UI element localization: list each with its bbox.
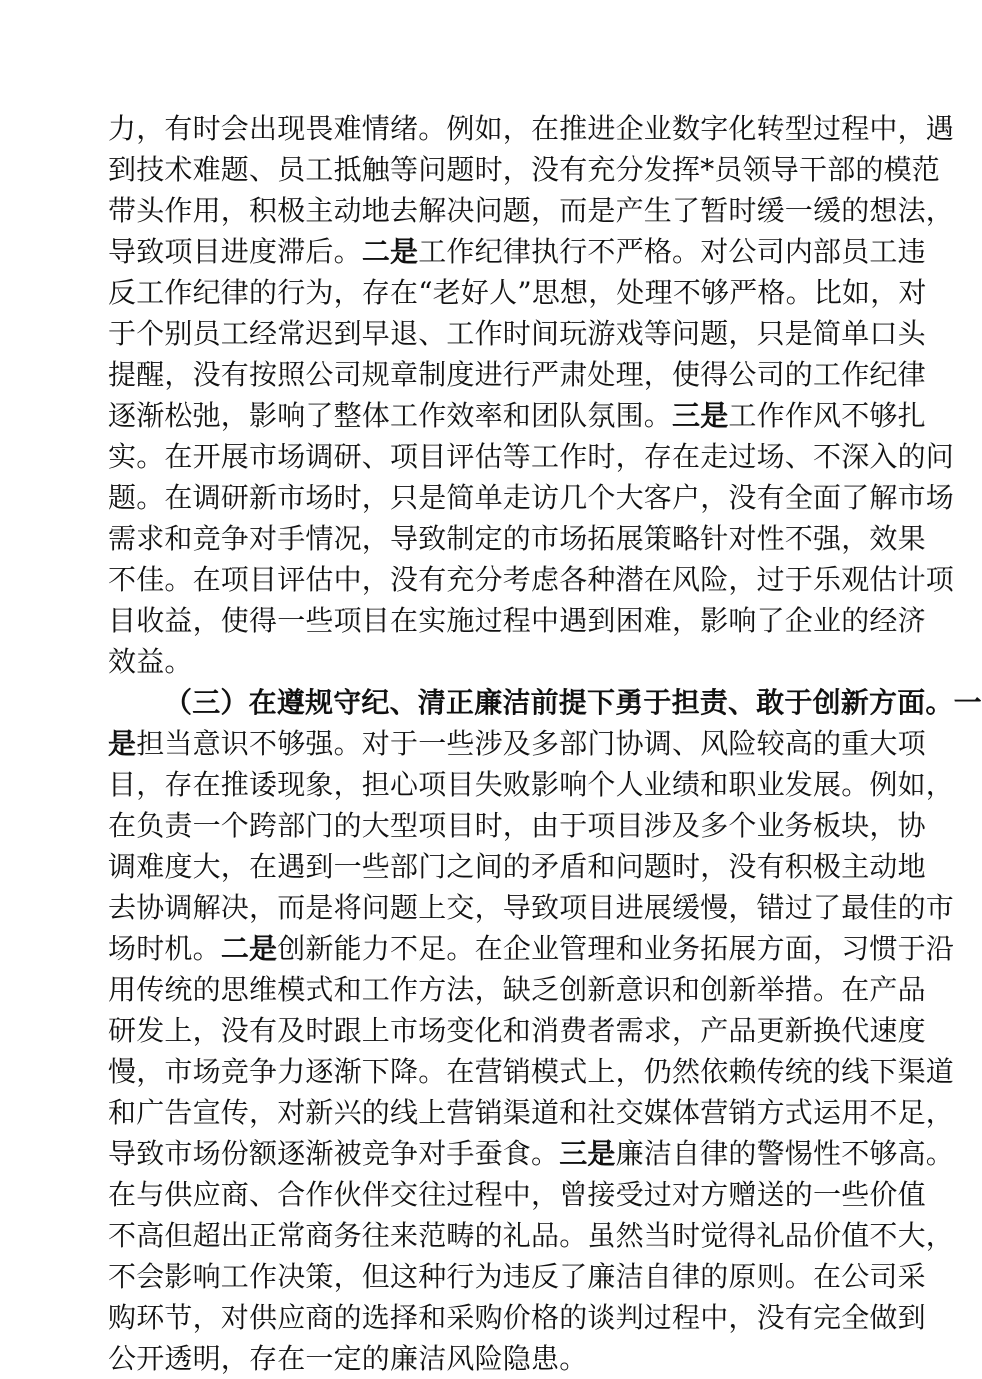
emphasis-label: 二是 [361, 235, 419, 268]
text-run: 创新能力不足。在企业管理和业务拓展方面，习惯于沿 [277, 932, 955, 965]
paragraph-line: 需求和竞争对手情况，导致制定的市场拓展策略针对性不强，效果 [108, 522, 926, 555]
paragraph-line [108, 231, 926, 272]
paragraph-line: 于个别员工经常迟到早退、工作时间玩游戏等问题，只是简单口头 [108, 317, 926, 350]
text-run: 场时机。 [108, 932, 221, 965]
paragraph-line: 研发上，没有及时跟上市场变化和消费者需求，产品更新换代速度 [108, 1014, 926, 1047]
paragraph-line: 目收益，使得一些项目在实施过程中遇到困难，影响了企业的经济 [108, 604, 926, 637]
paragraph-line: 在负责一个跨部门的大型项目时，由于项目涉及多个业务板块，协 [108, 809, 926, 842]
paragraph-line: 用传统的思维模式和工作方法，缺乏创新意识和创新举措。在产品 [108, 973, 926, 1006]
text-run: 工作作风不够扎 [728, 399, 926, 432]
paragraph-line: 不佳。在项目评估中，没有充分考虑各种潜在风险，过于乐观估计项 [108, 563, 955, 596]
paragraph-line: 实。在开展市场调研、项目评估等工作时，存在走过场、不深入的问 [108, 440, 955, 473]
paragraph-line: 在与供应商、合作伙伴交往过程中，曾接受过对方赠送的一些价值 [108, 1178, 926, 1211]
body-text [108, 108, 982, 1379]
paragraph-line: 不会影响工作决策，但这种行为违反了廉洁自律的原则。在公司采 [108, 1260, 926, 1293]
section-heading: （三）在遵规守纪、清正廉洁前提下勇于担责、敢于创新方面。一 [164, 686, 982, 719]
paragraph-line: 效益。 [108, 645, 193, 678]
emphasis-label: 是 [108, 727, 137, 760]
paragraph-line: 和广告宣传，对新兴的线上营销渠道和社交媒体营销方式运用不足， [108, 1096, 955, 1129]
paragraph-line: 题。在调研新市场时，只是简单走访几个大客户，没有全面了解市场 [108, 481, 955, 514]
paragraph-line: 不高但超出正常商务往来范畴的礼品。虽然当时觉得礼品价值不大， [108, 1219, 955, 1252]
paragraph-line: 慢，市场竞争力逐渐下降。在营销模式上，仍然依赖传统的线下渠道 [108, 1055, 955, 1088]
paragraph-line: 带头作用，积极主动地去解决问题，而是产生了暂时缓一缓的想法， [108, 194, 955, 227]
paragraph-line: 到技术难题、员工抵触等问题时，没有充分发挥*员领导干部的模范 [108, 153, 941, 186]
text-run: 廉洁自律的警惕性不够高。 [615, 1137, 955, 1170]
paragraph-line [108, 723, 926, 764]
paragraph-line: 调难度大，在遇到一些部门之间的矛盾和问题时，没有积极主动地 [108, 850, 926, 883]
paragraph-line: 目，存在推诿现象，担心项目失败影响个人业绩和职业发展。例如， [108, 768, 955, 801]
paragraph-line [108, 928, 955, 969]
paragraph-line: 提醒，没有按照公司规章制度进行严肃处理，使得公司的工作纪律 [108, 358, 926, 391]
paragraph-line [108, 395, 926, 436]
emphasis-label: 三是 [672, 399, 729, 432]
emphasis-label: 三是 [559, 1137, 616, 1170]
text-run: 担当意识不够强。对于一些涉及多部门协调、风险较高的重大项 [136, 727, 926, 760]
text-run: 工作纪律执行不严格。对公司内部员工违 [418, 235, 926, 268]
paragraph-line: 力，有时会出现畏难情绪。例如，在推进企业数字化转型过程中，遇 [108, 112, 955, 145]
text-run: 逐渐松弛，影响了整体工作效率和团队氛围。 [108, 399, 673, 432]
paragraph-line: 公开透明，存在一定的廉洁风险隐患。 [108, 1342, 588, 1375]
paragraph-line: 去协调解决，而是将问题上交，导致项目进展缓慢，错过了最佳的市 [108, 891, 955, 924]
text-run: 导致项目进度滞后。 [108, 235, 362, 268]
paragraph-line: 反工作纪律的行为，存在“老好人”思想，处理不够严格。比如，对 [108, 276, 927, 309]
text-run: 导致市场份额逐渐被竞争对手蚕食。 [108, 1137, 560, 1170]
paragraph-line [108, 1133, 955, 1174]
emphasis-label: 二是 [220, 932, 278, 965]
paragraph-line: 购环节，对供应商的选择和采购价格的谈判过程中，没有完全做到 [108, 1301, 926, 1334]
